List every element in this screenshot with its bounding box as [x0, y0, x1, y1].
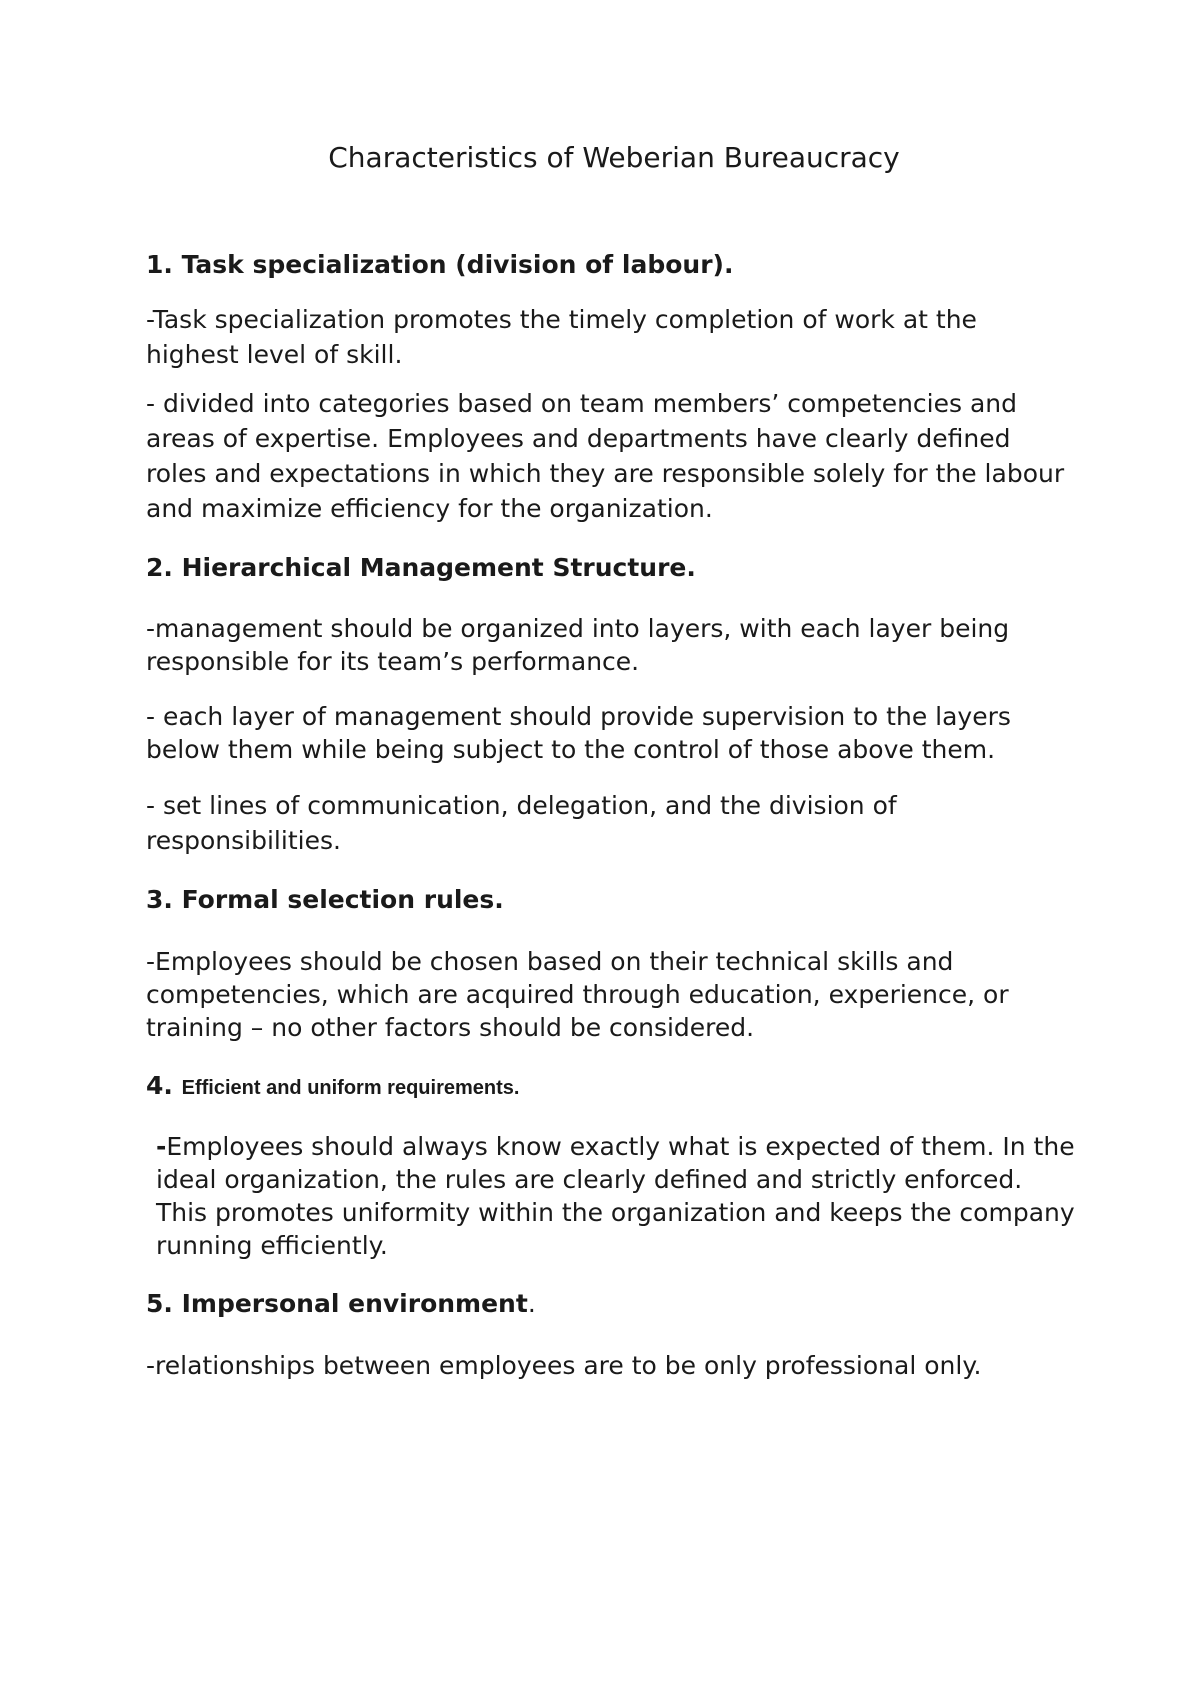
heading-text: Efficient and uniform requirements.: [181, 1076, 520, 1099]
section-paragraph: - set lines of communication, delegation, and the division of responsibilities.: [146, 791, 897, 856]
section-paragraph: -Task specialization promotes the timely completion of work at the highest level of skill.: [146, 304, 977, 369]
paragraph-lead: -: [156, 1132, 167, 1162]
section-heading: 3. Formal selection rules.: [146, 885, 504, 915]
section-impersonal-environment: [146, 1288, 1076, 1382]
document-page: [146, 140, 1076, 1396]
heading-period: .: [527, 1289, 536, 1319]
heading-number: 4.: [146, 1070, 173, 1100]
section-paragraph: [146, 1130, 1076, 1262]
paragraph-rest: Employees should always know exactly what is expected of them. In the ideal organization, the rules are clearly defined and strictly enforced. This promotes uniformity within the organization and keeps the company running efficiently.: [156, 1132, 1075, 1261]
section-paragraph: -management should be organized into layers, with each layer being responsible for its team’s performance.: [146, 614, 1010, 677]
section-paragraph: -Employees should be chosen based on their technical skills and competencies, which are acquired through education, experience, or training – no other factors should be considered.: [146, 946, 1009, 1042]
section-formal-selection: [146, 884, 1076, 1044]
section-paragraph: -relationships between employees are to be only professional only.: [146, 1350, 982, 1380]
document-title: Characteristics of Weberian Bureaucracy: [328, 141, 900, 174]
section-paragraph: - divided into categories based on team members’ competencies and areas of expertise. Employees and departments have clearly defined roles and expectations in which they are responsible solely for the labour and maximize efficiency for the organization.: [146, 388, 1065, 523]
section-paragraph: - each layer of management should provide supervision to the layers below them while being subject to the control of those above them.: [146, 702, 1011, 765]
section-heading: [146, 1288, 1076, 1321]
section-heading: [146, 1070, 1076, 1103]
section-efficient-requirements: [146, 1070, 1076, 1263]
section-hierarchical-management: [146, 552, 1076, 859]
heading-text: 5. Impersonal environment: [146, 1289, 528, 1319]
section-heading: 2. Hierarchical Management Structure.: [146, 552, 696, 582]
section-task-specialization: [146, 249, 1076, 526]
section-heading: 1. Task specialization (division of labour).: [146, 250, 734, 280]
